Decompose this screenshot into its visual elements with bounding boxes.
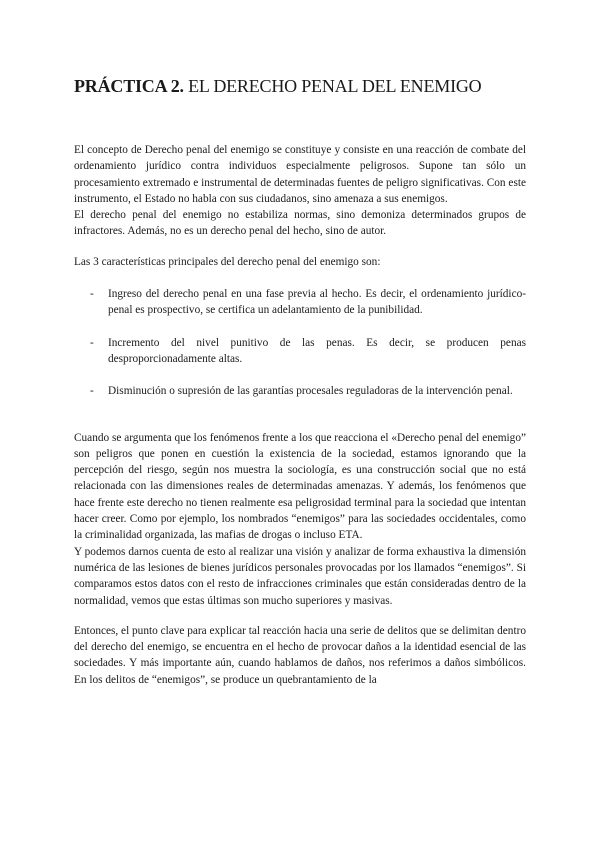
- paragraph-numeric: Y podemos darnos cuenta de esto al realizar una visión y analizar de forma exhaustiva la dimensión numérica de las lesiones de bienes jurídicos personales provocadas por los llamados “enemigos”. Si comparamos estos datos con el resto de infracciones criminales que están consideradas dentro de la normalidad, vemos que estas últimas son mucho superiores y masivas.: [74, 545, 526, 607]
- paragraph-concept: El concepto de Derecho penal del enemigo se constituye y consiste en una reacción de combate del ordenamiento jurídico contra individuos especialmente peligrosos. Supone tan sólo un procesamiento extremado e instrumental de determinadas fuentes de peligro significativas. Con este instrumento, el Estado no habla con sus ciudadanos, sino amenaza a sus enemigos.: [74, 144, 526, 205]
- list-bullet: -: [90, 385, 94, 398]
- page-title: [74, 76, 481, 97]
- paragraph-demoniza: El derecho penal del enemigo no estabiliza normas, sino demoniza determinados grupos de infractores. Además, no es un derecho penal del hecho, sino de autor.: [74, 209, 526, 238]
- list-item: [74, 286, 526, 319]
- list-item-text: Disminución o supresión de las garantías procesales reguladoras de la intervención penal.: [108, 385, 513, 398]
- document-body: [74, 142, 526, 688]
- list-bullet: -: [90, 336, 94, 349]
- list-item: [74, 335, 526, 368]
- characteristics-list: [74, 286, 526, 399]
- paragraph-argument: Cuando se argumenta que los fenómenos frente a los que reacciona el «Derecho penal del enemigo” son peligros que ponen en cuestión la existencia de la sociedad, estamos ignorando que la percepción del riesgo, según nos muestra la sociología, es una construcción social que no está relacionada con las dimensiones reales de determinadas amenazas. Y además, los fenómenos que hace frente este derecho no tienen realmente esa peligrosidad terminal para la sociedad que intentan hacer creer. Como por ejemplo, los nombrados “enemigos” para las sociedades occidentales, como la criminalidad organizada, las mafias de drogas o incluso ETA.: [74, 431, 526, 542]
- title-text: EL DERECHO PENAL DEL ENEMIGO: [183, 76, 482, 96]
- paragraph-conclusion: Entonces, el punto clave para explicar tal reacción hacia una serie de delitos que se delimitan dentro del derecho del enemigo, se encuentra en el hecho de provocar daños a la identidad esencial de las sociedades. Y más importante aún, cuando hablamos de daños, nos referimos a daños simbólicos. En los delitos de “enemigos”, se produce un quebrantamiento de la: [74, 624, 526, 686]
- list-intro: Las 3 características principales del derecho penal del enemigo son:: [74, 255, 381, 268]
- title-number: PRÁCTICA 2.: [74, 76, 184, 96]
- list-item-text: Incremento del nivel punitivo de las penas. Es decir, se producen penas desproporcionadamente altas.: [108, 336, 526, 365]
- list-bullet: -: [90, 288, 94, 301]
- list-item: [74, 383, 526, 399]
- list-item-text: Ingreso del derecho penal en una fase previa al hecho. Es decir, el ordenamiento jurídico-penal es prospectivo, se certifica un adelantamiento de la punibilidad.: [108, 288, 526, 317]
